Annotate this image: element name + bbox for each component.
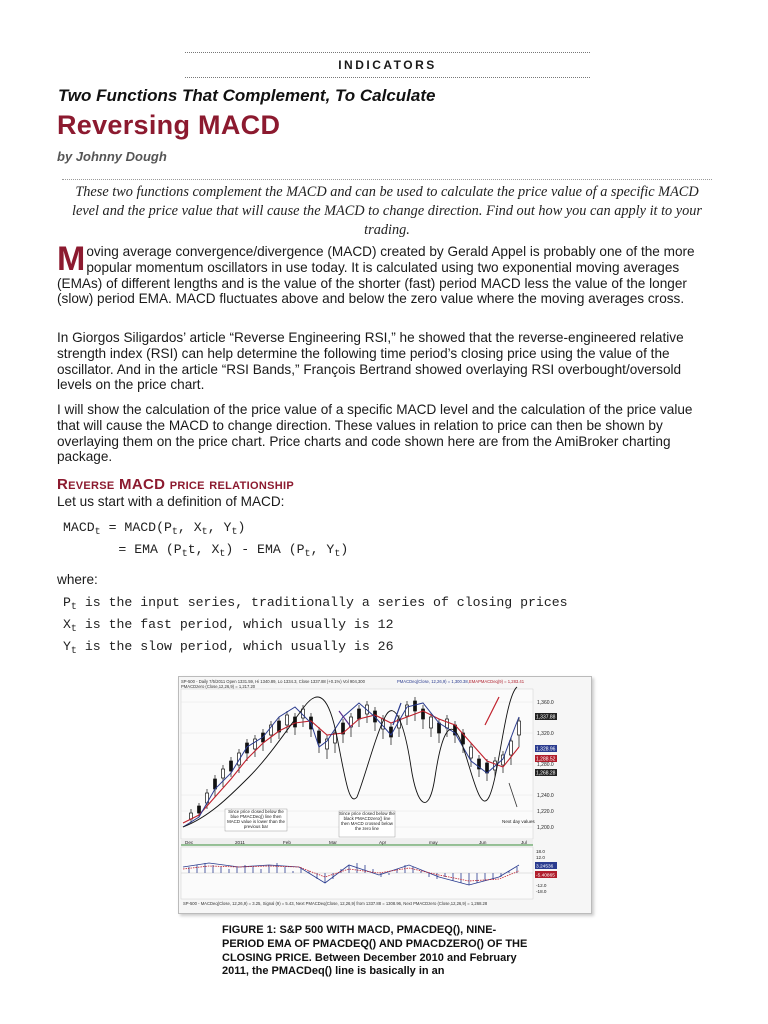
- section-subhead: Reverse MACD price relationship: [57, 476, 294, 493]
- price-tick-1200: 1,200.0: [537, 825, 554, 831]
- byline: by Johnny Dough: [57, 149, 167, 164]
- price-tick-1220: 1,220.0: [537, 809, 554, 815]
- month-may: may: [429, 840, 438, 845]
- chart-header-2: PMACDzero (Close,12,26,9) = 1,217.20: [181, 684, 256, 689]
- price-tick-1360: 1,360.0: [537, 700, 554, 706]
- note-1: Since price closed below the blue PMACDeq() line then MACD value is lower than the previous bar: [227, 809, 285, 829]
- paragraph-intro: [57, 240, 717, 307]
- month-dec: Dec: [185, 840, 194, 845]
- chart-header-1: SP-500 - Daily 7/5/2011 Open 1331.59, Hi 1340.89, Lo 1334.3, Close 1337.88 (+0.1%) Vol 904,300: [181, 679, 365, 684]
- formula-line-1: $MACD_t$ = $MACD(P_t$, $X_t$, $Y_t$): [63, 520, 246, 538]
- macd-tick-neg18: -18.0: [536, 889, 547, 894]
- month-apr: Apr: [379, 840, 387, 845]
- month-jul: Jul: [521, 840, 527, 845]
- definition-price: $P_t$ is the input series, traditionally a series of closing prices: [63, 595, 568, 613]
- macd-tick-18: 18.0: [536, 849, 545, 854]
- figure-chart: [178, 676, 592, 914]
- month-feb: Feb: [283, 840, 291, 845]
- chart-footer: SP-500 - MACDeq(Close, 12,26,9) = 3.25, Signal (9) = 5.43, Next PMACDeq(Close, 12,26,9) from 1337.88 = 1308.96, Next PMACDzero (Close,12,26,9) = 1,268.28: [183, 901, 488, 906]
- article-title: Reversing MACD: [57, 110, 281, 140]
- price-tick-1280: 1,280.0: [537, 762, 554, 768]
- definition-slow: $Y_t$ is the slow period, which usually is 26: [63, 639, 394, 657]
- drop-cap: M: [57, 240, 86, 278]
- price-box-pmacdzero: 1,268.28: [536, 770, 556, 777]
- chart-header-1c: EMAPMACDeq(9) = 1,283.41: [469, 679, 525, 684]
- price-box-ema: 1,288.52: [536, 756, 556, 763]
- formula-line-2: = EMA ($P_tt$, $X_t$) - EMA ($P_t$, $Y_t$): [63, 542, 349, 560]
- note-3: Next day values: [502, 819, 535, 824]
- article-kicker: Two Functions That Complement, To Calculate: [58, 86, 436, 105]
- price-box-close: 1,337.88: [536, 714, 556, 721]
- macd-box-signal: -5.40865: [536, 873, 555, 879]
- chart-header-1b: PMACDeq(Close, 12,26,9) = 1,300.38,: [397, 679, 469, 684]
- paragraph-rsi: In Giorgos Siligardos’ article “Reverse Engineering RSI,” he showed that the reverse-engineered relative strength index (RSI) can help determine the following time period’s closing price using the value of the oscillator. And in the article “RSI Bands,” François Bertrand showed overlaying RSI overbought/oversold levels on the price chart.: [57, 330, 684, 393]
- price-tick-1240: 1,240.0: [537, 793, 554, 799]
- macd-tick-neg12: -12.0: [536, 883, 547, 888]
- price-box-pmacdeq: 1,328.96: [536, 746, 556, 753]
- price-tick-1320: 1,320.0: [537, 731, 554, 737]
- price-chart-svg: [179, 677, 591, 913]
- macd-box-value: 3.24536: [536, 864, 554, 870]
- macd-tick-12: 12.0: [536, 855, 545, 860]
- month-2011: 2011: [235, 840, 245, 845]
- macd-boxes: [535, 862, 557, 879]
- where-label: where:: [57, 572, 98, 587]
- paragraph-calculation: I will show the calculation of the price value of a specific MACD level and the calculation of the price value that will cause the MACD to change direction. These values in relation to price can then be shown by overlaying them on the price chart. Price charts and code shown here are from the AmiBroker charting package.: [57, 402, 693, 465]
- paragraph-definition: Let us start with a definition of MACD:: [57, 494, 285, 509]
- section-label: INDICATORS: [185, 52, 590, 78]
- note-2: Since price closed below the black PMACDzero() line then MACD crossed below the zero line: [339, 811, 395, 831]
- month-jun: Jun: [479, 840, 487, 845]
- month-mar: Mar: [329, 840, 337, 845]
- article-deck: These two functions complement the MACD and can be used to calculate the price value of a specific MACD level and the price value that will cause the MACD to change direction. Find out how you can apply it to your trading.: [62, 179, 712, 240]
- figure-caption: FIGURE 1: S&P 500 WITH MACD, PMACDEQ(), NINE-PERIOD EMA OF PMACDEQ() AND PMACDZERO() OF THE CLOSING PRICE. Between December 2010 and February 2011, the PMACDeq() line is basically in an: [222, 924, 528, 978]
- paragraph-intro-text: oving average convergence/divergence (MACD) created by Gerald Appel is probably one of the more popular momentum oscillators in use today. It is calculated using two exponential moving averages (EMAs) of different lengths and is the value of the shorter (fast) period MACD less the value of the longer (slow) period EMA. MACD fluctuates above and below the zero value where the moving averages cross.: [57, 244, 695, 307]
- definition-fast: $X_t$ is the fast period, which usually is 12: [63, 617, 394, 635]
